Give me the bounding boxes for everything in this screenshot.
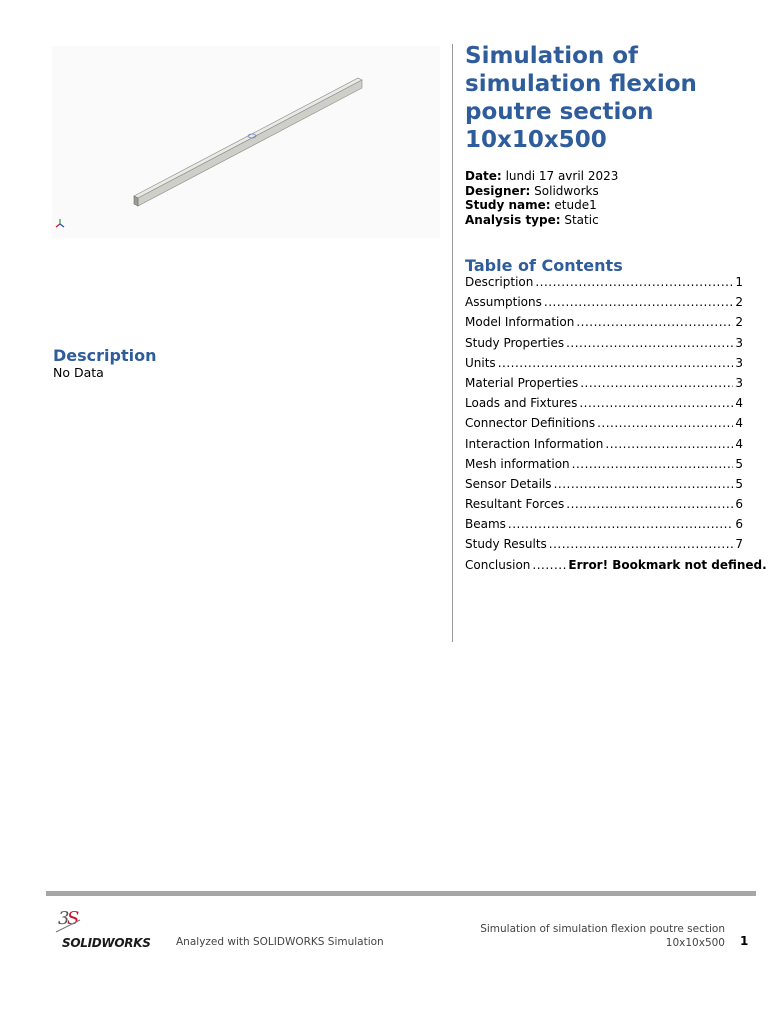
toc-page: 5 xyxy=(735,476,743,491)
toc-item-model-information[interactable] xyxy=(465,315,743,335)
toc-leader xyxy=(566,497,733,511)
toc-leader xyxy=(597,416,733,430)
meta-value: Static xyxy=(564,212,599,227)
meta-value: Solidworks xyxy=(534,183,599,198)
table-of-contents xyxy=(465,275,767,578)
toc-item-units[interactable] xyxy=(465,356,743,376)
svg-text:S: S xyxy=(67,908,80,929)
toc-label[interactable]: Study Results xyxy=(465,537,547,552)
toc-item-conclusion[interactable] xyxy=(465,557,767,578)
description-heading: Description xyxy=(53,346,157,365)
toc-page: 1 xyxy=(735,275,743,289)
toc-item-study-results[interactable] xyxy=(465,537,743,557)
toc-page: 6 xyxy=(735,517,743,532)
toc-leader xyxy=(535,275,733,289)
toc-page: 3 xyxy=(735,335,743,350)
toc-label[interactable]: Material Properties xyxy=(465,375,579,390)
meta-key: Date: xyxy=(465,169,502,183)
report-meta xyxy=(465,169,755,227)
toc-leader xyxy=(566,336,733,350)
toc-item-sensor-details[interactable] xyxy=(465,477,743,497)
toc-heading: Table of Contents xyxy=(465,256,623,275)
meta-key: Designer: xyxy=(465,183,531,198)
toc-item-beams[interactable] xyxy=(465,517,743,537)
toc-label[interactable]: Study Properties xyxy=(465,335,565,350)
toc-label[interactable]: Sensor Details xyxy=(465,476,552,491)
toc-leader xyxy=(605,437,733,451)
toc-leader xyxy=(532,558,566,572)
toc-item-material-properties[interactable] xyxy=(465,376,743,396)
toc-item-resultant-forces[interactable] xyxy=(465,497,743,517)
toc-item-connector-definitions[interactable] xyxy=(465,416,743,436)
meta-row xyxy=(465,169,755,184)
footer-rule xyxy=(46,891,756,896)
toc-page: 3 xyxy=(735,375,743,390)
report-title: Simulation of simulation flexion poutre section 10x10x500 xyxy=(465,43,697,153)
model-preview-image xyxy=(52,46,440,238)
axis-triad-icon xyxy=(56,219,64,227)
toc-leader xyxy=(572,457,734,471)
toc-leader xyxy=(508,517,733,531)
toc-label[interactable]: Description xyxy=(465,275,534,289)
toc-leader xyxy=(498,356,734,370)
toc-label[interactable]: Resultant Forces xyxy=(465,497,565,512)
toc-item-interaction-information[interactable] xyxy=(465,437,743,457)
toc-page: 4 xyxy=(735,436,743,451)
meta-row xyxy=(465,198,755,213)
toc-leader xyxy=(579,396,733,410)
toc-leader xyxy=(580,376,733,390)
toc-label[interactable]: Connector Definitions xyxy=(465,416,596,431)
toc-page: 5 xyxy=(735,456,743,471)
toc-page: 4 xyxy=(735,396,743,411)
toc-label[interactable]: Units xyxy=(465,355,496,370)
meta-row xyxy=(465,184,755,199)
footer-document-title: Simulation of simulation flexion poutre section 10x10x500 xyxy=(480,923,725,949)
toc-page: 6 xyxy=(735,497,743,512)
toc-label[interactable]: Conclusion xyxy=(465,557,531,572)
toc-item-mesh-information[interactable] xyxy=(465,457,743,477)
analyzed-with-text: Analyzed with SOLIDWORKS Simulation xyxy=(176,936,384,948)
toc-leader xyxy=(554,477,734,491)
toc-page: 2 xyxy=(735,295,743,310)
toc-page-error: Error! Bookmark not defined. xyxy=(568,557,767,572)
page-number: 1 xyxy=(740,934,749,948)
column-divider xyxy=(452,44,453,642)
svg-text:3: 3 xyxy=(58,908,70,929)
toc-label[interactable]: Model Information xyxy=(465,315,575,330)
toc-label[interactable]: Interaction Information xyxy=(465,436,604,451)
toc-page: 2 xyxy=(735,315,743,330)
description-text: No Data xyxy=(53,365,104,380)
toc-label[interactable]: Beams xyxy=(465,517,506,532)
toc-leader xyxy=(549,537,734,551)
toc-item-loads-and-fixtures[interactable] xyxy=(465,396,743,416)
toc-leader xyxy=(544,295,733,309)
meta-row xyxy=(465,213,755,228)
meta-value: lundi 17 avril 2023 xyxy=(505,169,619,183)
toc-label[interactable]: Assumptions xyxy=(465,295,542,310)
meta-key: Analysis type: xyxy=(465,212,561,227)
toc-page: 3 xyxy=(735,355,743,370)
toc-page: 7 xyxy=(735,537,743,552)
toc-label[interactable]: Mesh information xyxy=(465,456,570,471)
logo-wordmark: SOLIDWORKS xyxy=(62,936,151,950)
toc-item-description[interactable] xyxy=(465,275,743,295)
toc-page: 4 xyxy=(735,416,743,431)
meta-value: etude1 xyxy=(554,198,597,212)
toc-item-study-properties[interactable] xyxy=(465,336,743,356)
toc-leader xyxy=(576,315,733,329)
toc-label[interactable]: Loads and Fixtures xyxy=(465,396,578,411)
toc-item-assumptions[interactable] xyxy=(465,295,743,315)
meta-key: Study name: xyxy=(465,198,551,212)
